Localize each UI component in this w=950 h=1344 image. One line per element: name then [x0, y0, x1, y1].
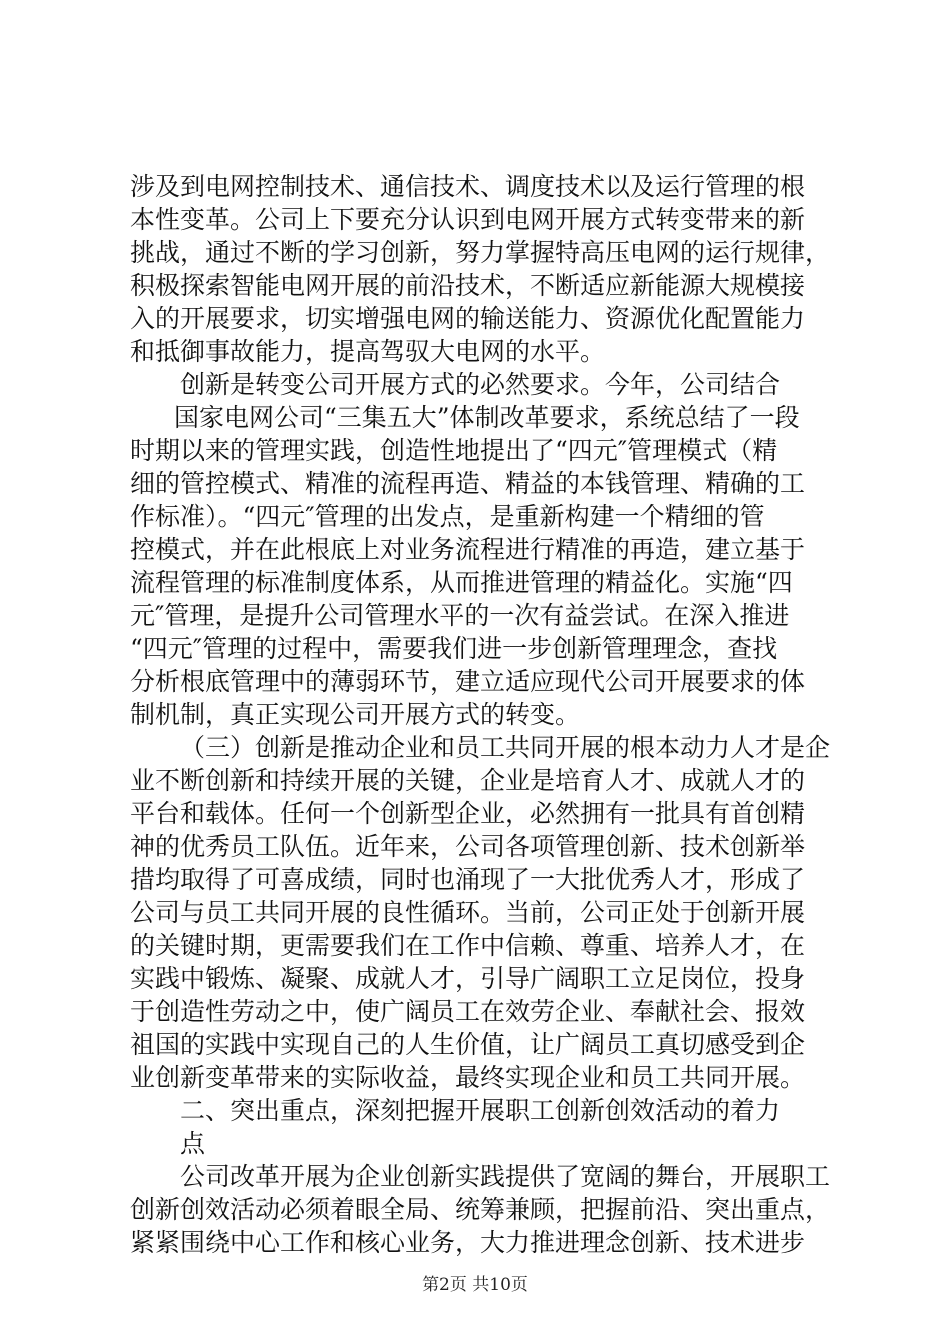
section-heading: 二、突出重点，深刻把握开展职工创新创效活动的着力 [180, 1096, 781, 1125]
text-line: 紧紧围绕中心工作和核心业务，大力推进理念创新、技术进步 [130, 1228, 806, 1257]
text-line: 时期以来的管理实践，创造性地提出了“四元″管理模式（精 [130, 436, 778, 465]
text-line: 分析根底管理中的薄弱环节，建立适应现代公司开展要求的体 [130, 667, 806, 696]
text-line: 作标准）。“四元″管理的出发点，是重新构建一个精细的管 [130, 502, 765, 531]
text-line: 积极探索智能电网开展的前沿技术，不断适应新能源大规模接 [130, 271, 806, 300]
page-number-footer: 第2页 共10页 [422, 1275, 528, 1295]
text-line: 细的管控模式、精准的流程再造、精益的本钱管理、精确的工 [130, 469, 806, 498]
text-line: “四元″管理的过程中，需要我们进一步创新管理理念，查找 [130, 634, 778, 663]
text-line: 国家电网公司“三集五大”体制改革要求，系统总结了一段 [174, 403, 800, 432]
section-heading-continued: 点 [180, 1129, 206, 1158]
text-line: 入的开展要求，切实增强电网的输送能力、资源优化配置能力 [130, 304, 806, 333]
text-line: 制机制，真正实现公司开展方式的转变。 [130, 700, 581, 729]
text-line: 公司与员工共同开展的良性循环。当前，公司正处于创新开展 [130, 898, 806, 927]
text-line: 流程管理的标准制度体系，从而推进管理的精益化。实施“四 [130, 568, 793, 597]
text-line: 公司改革开展为企业创新实践提供了宽阔的舞台，开展职工 [180, 1162, 831, 1191]
text-line: 祖国的实践中实现自己的人生价值，让广阔员工真切感受到企 [130, 1030, 806, 1059]
text-line: 本性变革。公司上下要充分认识到电网开展方式转变带来的新 [130, 205, 806, 234]
text-line: 神的优秀员工队伍。近年来，公司各项管理创新、技术创新举 [130, 832, 806, 861]
text-line: 和抵御事故能力，提高驾驭大电网的水平。 [130, 337, 606, 366]
text-line: 实践中锻炼、凝聚、成就人才，引导广阔职工立足岗位，投身 [130, 964, 806, 993]
text-line: 挑战，通过不断的学习创新，努力掌握特高压电网的运行规律， [130, 238, 831, 267]
text-line: 于创造性劳动之中，使广阔员工在效劳企业、奉献社会、报效 [130, 997, 806, 1026]
text-line: 平台和载体。任何一个创新型企业，必然拥有一批具有首创精 [130, 799, 806, 828]
text-line: 元″管理，是提升公司管理水平的一次有益尝试。在深入推进 [130, 601, 790, 630]
text-line: 措均取得了可喜成绩，同时也涌现了一大批优秀人才，形成了 [130, 865, 806, 894]
text-line: （三）创新是推动企业和员工共同开展的根本动力人才是企 [180, 733, 831, 762]
text-line: 创新创效活动必须着眼全局、统筹兼顾，把握前沿、突出重点， [130, 1195, 831, 1224]
text-line: 涉及到电网控制技术、通信技术、调度技术以及运行管理的根 [130, 172, 806, 201]
text-line: 创新是转变公司开展方式的必然要求。今年，公司结合 [180, 370, 781, 399]
text-line: 的关键时期，更需要我们在工作中信赖、尊重、培养人才，在 [130, 931, 806, 960]
text-line: 业创新变革带来的实际收益，最终实现企业和员工共同开展。 [130, 1063, 806, 1092]
text-line: 控模式，并在此根底上对业务流程进行精准的再造，建立基于 [130, 535, 806, 564]
text-line: 业不断创新和持续开展的关键，企业是培育人才、成就人才的 [130, 766, 806, 795]
document-body [130, 170, 830, 1259]
